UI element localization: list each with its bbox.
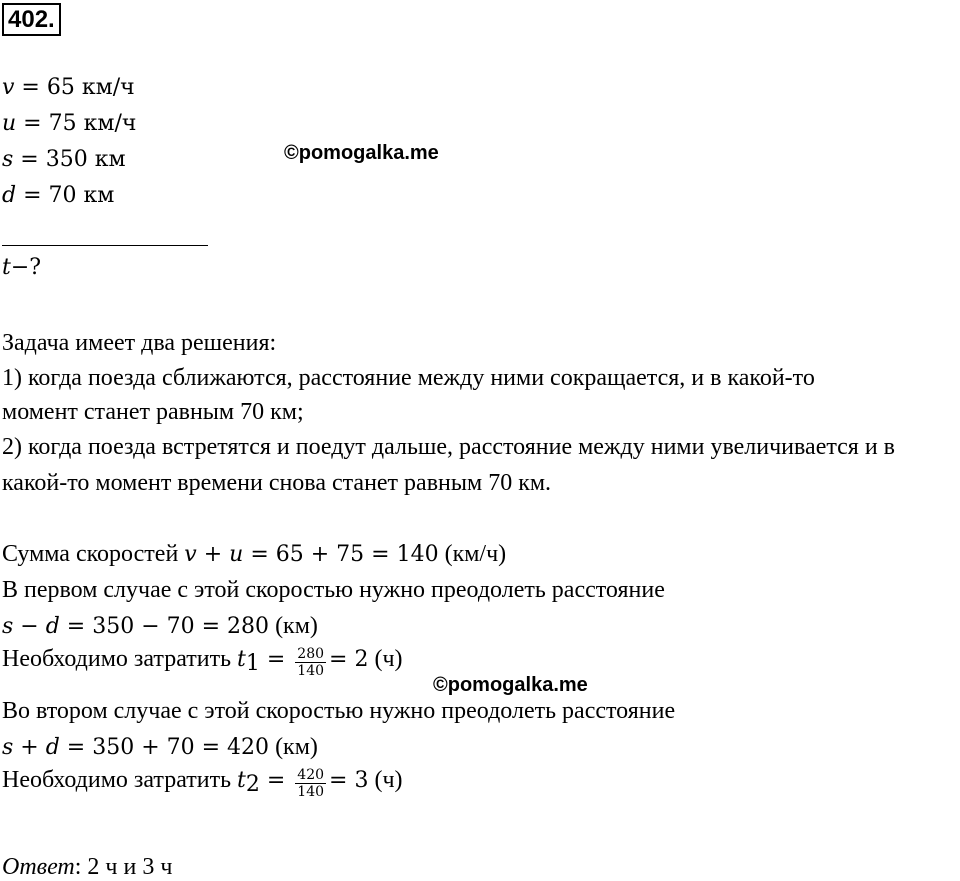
intro-line-3: момент станет равным 70 км; (2, 399, 304, 425)
intro-line-1: Задача имеет два решения: (2, 330, 277, 356)
case2-time (2, 766, 403, 800)
given-velocity-u (2, 110, 136, 138)
case2-fraction (295, 767, 326, 800)
case1-fraction (295, 646, 326, 679)
case2-text: Во втором случае с этой скоростью нужно преодолеть расстояние (2, 698, 676, 724)
case2-eq: = (259, 768, 293, 793)
case2-op: + (13, 735, 46, 760)
given-divider (2, 245, 208, 246)
sum-var-u: u (229, 542, 244, 567)
sum-line (2, 540, 506, 569)
answer-line (2, 853, 172, 881)
case2-numerator: 420 (297, 766, 325, 783)
given-distance-s (2, 146, 126, 174)
intro-line-5: какой-то момент времени снова станет равным 70 км. (2, 470, 552, 496)
var-t: t (2, 255, 11, 280)
case2-var-s: s (2, 735, 14, 760)
case2-denominator: 140 (297, 783, 325, 800)
sum-text: Сумма скоростей (2, 541, 185, 567)
sum-plus: + (196, 542, 230, 567)
case1-var-s: s (2, 614, 14, 639)
case1-calc (2, 612, 318, 641)
case1-var-d: d (45, 614, 60, 639)
var-s: s (2, 147, 14, 172)
given-velocity-v (2, 74, 135, 102)
given-distance-d (2, 182, 114, 210)
case1-text: В первом случае с этой скоростью нужно преодолеть расстояние (2, 577, 665, 603)
case2-time-text: Необходимо затратить (2, 767, 238, 793)
case2-var-t: t (237, 768, 246, 793)
case1-var-t: t (237, 647, 246, 672)
case1-sub: 1 (245, 651, 260, 676)
var-u: u (2, 111, 17, 136)
case2-result: = 3 (329, 768, 369, 793)
case1-op: − (13, 614, 46, 639)
sum-unit: (км/ч) (438, 541, 507, 567)
find-line (2, 254, 41, 282)
given-v-value: = 65 км/ч (14, 75, 135, 100)
watermark-top: ©pomogalka.me (284, 142, 439, 164)
case1-expr: = 350 − 70 = 280 (59, 614, 270, 639)
case1-time (2, 645, 403, 679)
case2-sub: 2 (245, 772, 260, 797)
answer-label: Ответ (2, 854, 75, 880)
var-v: v (2, 75, 15, 100)
problem-number: 402. (2, 3, 61, 36)
case1-time-text: Необходимо затратить (2, 646, 238, 672)
answer-text: : 2 ч и 3 ч (74, 854, 173, 880)
watermark-bottom: ©pomogalka.me (433, 674, 588, 696)
case1-eq: = (259, 647, 293, 672)
case2-var-d: d (45, 735, 60, 760)
case1-unit: (км) (269, 613, 318, 639)
find-question: −? (10, 255, 42, 280)
intro-line-2: 1) когда поезда сближаются, расстояние между ними сокращается, и в какой-то (2, 365, 815, 391)
sum-expr: = 65 + 75 = 140 (243, 542, 439, 567)
case1-result: = 2 (329, 647, 369, 672)
case1-numerator: 280 (297, 645, 325, 662)
var-d: d (2, 183, 17, 208)
case1-time-unit: (ч) (368, 646, 403, 672)
sum-var-v: v (184, 542, 197, 567)
given-d-value: = 70 км (16, 183, 115, 208)
case2-unit: (км) (269, 734, 318, 760)
intro-line-4: 2) когда поезда встретятся и поедут дальше, расстояние между ними увеличивается и в (2, 434, 895, 460)
given-s-value: = 350 км (13, 147, 126, 172)
given-u-value: = 75 км/ч (16, 111, 137, 136)
case2-calc (2, 733, 318, 762)
case1-denominator: 140 (297, 662, 325, 679)
case2-expr: = 350 + 70 = 420 (59, 735, 270, 760)
case2-time-unit: (ч) (368, 767, 403, 793)
